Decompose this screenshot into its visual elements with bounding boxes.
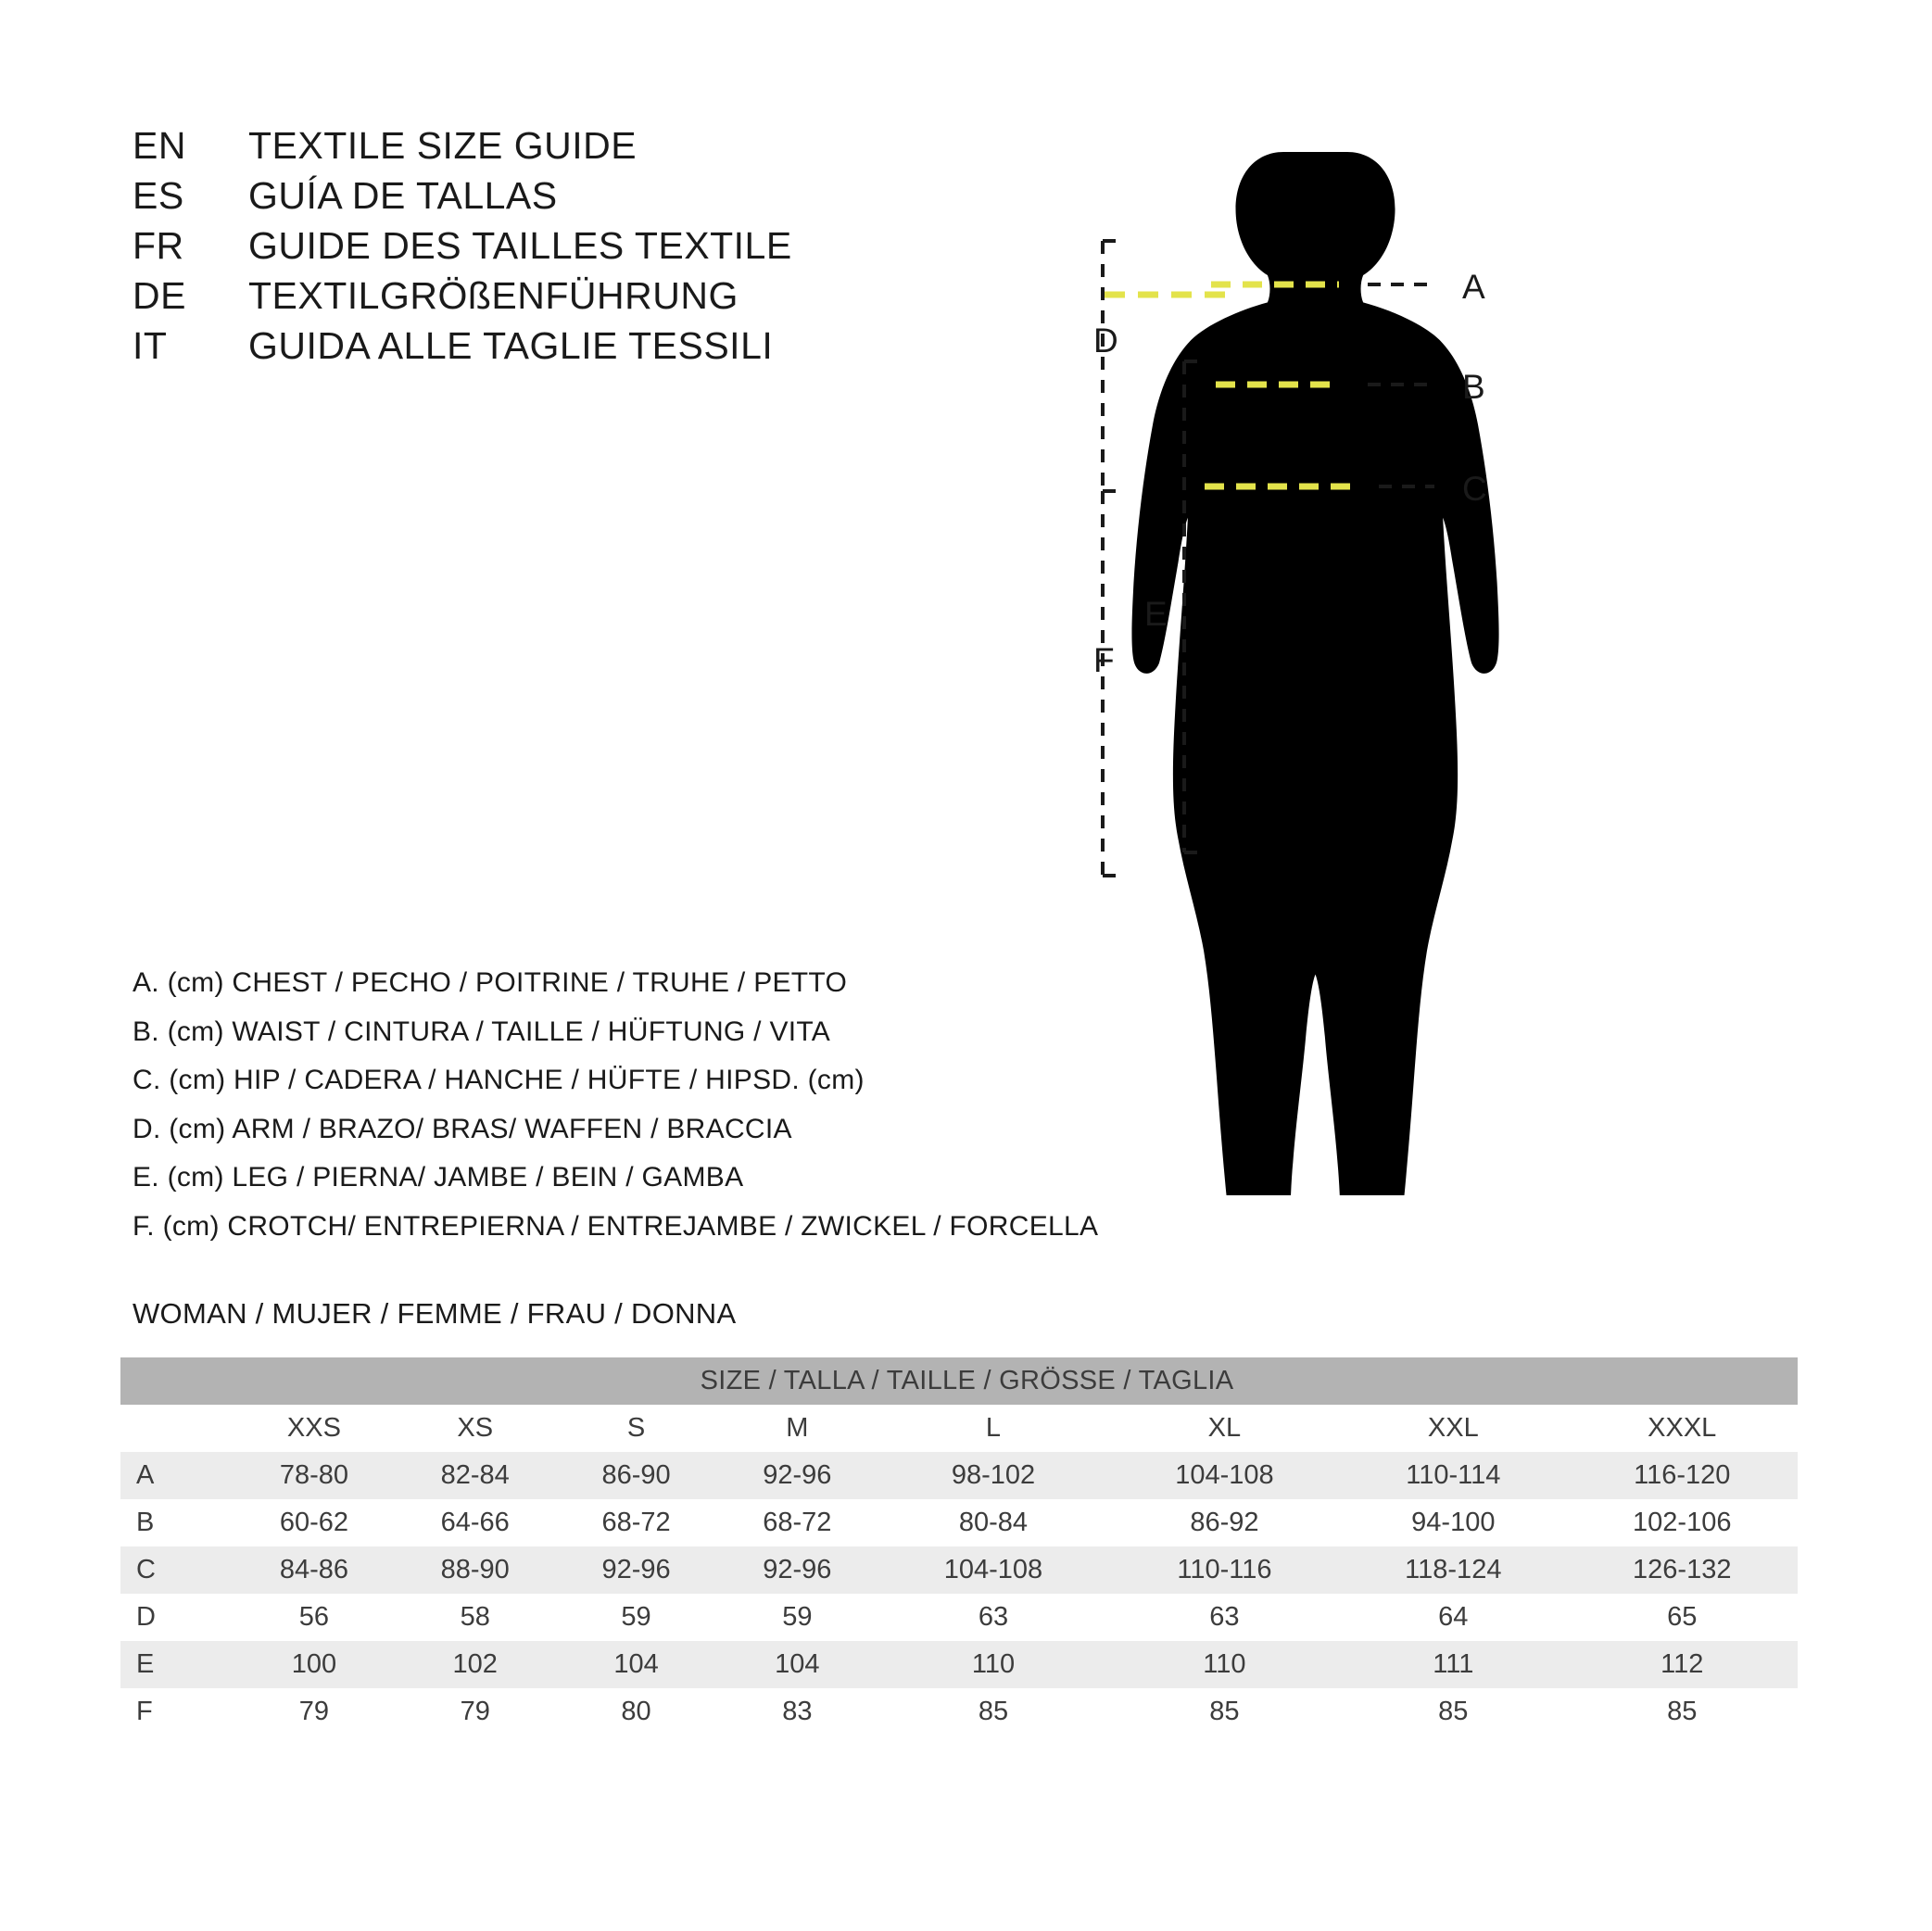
table-cell: 68-72 <box>556 1499 717 1546</box>
language-title: TEXTILE SIZE GUIDE <box>248 124 638 167</box>
table-title: SIZE / TALLA / TAILLE / GRÖSSE / TAGLIA <box>120 1357 1798 1405</box>
table-cell: 94-100 <box>1340 1499 1566 1546</box>
table-cell: 60-62 <box>234 1499 395 1546</box>
table-cell: 59 <box>556 1594 717 1641</box>
language-code: DE <box>133 274 186 317</box>
table-row <box>120 1499 1798 1546</box>
table-cell: 102 <box>395 1641 556 1688</box>
table-cell: 110-116 <box>1109 1546 1340 1594</box>
legend-item: B. (cm) WAIST / CINTURA / TAILLE / HÜFTUNG / VITA <box>133 1016 831 1047</box>
size-table <box>120 1357 1798 1735</box>
table-cell: 110 <box>878 1641 1108 1688</box>
table-cell: 104-108 <box>878 1546 1108 1594</box>
table-row <box>120 1452 1798 1499</box>
language-title: GUÍA DE TALLAS <box>248 174 558 217</box>
row-label: C <box>120 1546 234 1594</box>
table-cell: 118-124 <box>1340 1546 1566 1594</box>
table-cell: 78-80 <box>234 1452 395 1499</box>
table-cell: 85 <box>1340 1688 1566 1735</box>
table-cell: 85 <box>1567 1688 1799 1735</box>
language-code: IT <box>133 324 168 367</box>
row-label: F <box>120 1688 234 1735</box>
table-cell: 102-106 <box>1567 1499 1799 1546</box>
table-cell: 82-84 <box>395 1452 556 1499</box>
column-header: XXS <box>234 1405 395 1452</box>
table-corner-cell <box>120 1405 234 1452</box>
language-row <box>133 321 966 371</box>
column-header: M <box>716 1405 878 1452</box>
table-cell: 64-66 <box>395 1499 556 1546</box>
bracket-d <box>1103 241 1121 491</box>
table-cell: 56 <box>234 1594 395 1641</box>
language-row <box>133 271 966 321</box>
table-header-row <box>120 1405 1798 1452</box>
column-header: XXL <box>1340 1405 1566 1452</box>
table-cell: 104 <box>556 1641 717 1688</box>
language-title: GUIDA ALLE TAGLIE TESSILI <box>248 324 774 367</box>
row-label: A <box>120 1452 234 1499</box>
table-cell: 92-96 <box>556 1546 717 1594</box>
bracket-label-d: D <box>1093 322 1118 360</box>
language-title: TEXTILGRÖßENFÜHRUNG <box>248 274 739 317</box>
column-header: L <box>878 1405 1108 1452</box>
callout-label-c: C <box>1462 470 1487 508</box>
callout-label-b: B <box>1462 368 1485 406</box>
column-header: XXXL <box>1567 1405 1799 1452</box>
table-cell: 88-90 <box>395 1546 556 1594</box>
table-row <box>120 1641 1798 1688</box>
language-code: EN <box>133 124 186 167</box>
table-cell: 65 <box>1567 1594 1799 1641</box>
table-row <box>120 1546 1798 1594</box>
table-cell: 104-108 <box>1109 1452 1340 1499</box>
table-cell: 63 <box>878 1594 1108 1641</box>
table-cell: 110 <box>1109 1641 1340 1688</box>
table-cell: 85 <box>1109 1688 1340 1735</box>
language-row <box>133 120 966 170</box>
row-label: B <box>120 1499 234 1546</box>
bracket-f <box>1103 491 1121 876</box>
table-cell: 104 <box>716 1641 878 1688</box>
legend-item: C. (cm) HIP / CADERA / HANCHE / HÜFTE / HIPSD. (cm) <box>133 1065 865 1095</box>
table-cell: 111 <box>1340 1641 1566 1688</box>
table-cell: 100 <box>234 1641 395 1688</box>
table-cell: 85 <box>878 1688 1108 1735</box>
table-cell: 80 <box>556 1688 717 1735</box>
table-cell: 79 <box>395 1688 556 1735</box>
legend-item: D. (cm) ARM / BRAZO/ BRAS/ WAFFEN / BRACCIA <box>133 1113 792 1144</box>
table-cell: 79 <box>234 1688 395 1735</box>
legend-item: F. (cm) CROTCH/ ENTREPIERNA / ENTREJAMBE / ZWICKEL / FORCELLA <box>133 1210 1099 1242</box>
table-cell: 59 <box>716 1594 878 1641</box>
legend-item: A. (cm) CHEST / PECHO / POITRINE / TRUHE / PETTO <box>133 967 848 998</box>
callout-label-a: A <box>1462 268 1485 306</box>
table-title-row <box>120 1357 1798 1405</box>
table-row <box>120 1594 1798 1641</box>
table-cell: 58 <box>395 1594 556 1641</box>
language-title-block <box>133 120 966 371</box>
table-cell: 84-86 <box>234 1546 395 1594</box>
table-cell: 68-72 <box>716 1499 878 1546</box>
table-cell: 112 <box>1567 1641 1799 1688</box>
table-cell: 126-132 <box>1567 1546 1799 1594</box>
column-header: XS <box>395 1405 556 1452</box>
language-code: FR <box>133 224 184 267</box>
row-label: D <box>120 1594 234 1641</box>
bracket-label-f: F <box>1093 641 1115 679</box>
table-row <box>120 1688 1798 1735</box>
column-header: XL <box>1109 1405 1340 1452</box>
table-cell: 98-102 <box>878 1452 1108 1499</box>
group-label: WOMAN / MUJER / FEMME / FRAU / DONNA <box>133 1297 737 1330</box>
table-cell: 64 <box>1340 1594 1566 1641</box>
table-cell: 83 <box>716 1688 878 1735</box>
table-cell: 92-96 <box>716 1546 878 1594</box>
table-cell: 110-114 <box>1340 1452 1566 1499</box>
legend-item: E. (cm) LEG / PIERNA/ JAMBE / BEIN / GAMBA <box>133 1162 744 1193</box>
language-title: GUIDE DES TAILLES TEXTILE <box>248 224 792 267</box>
column-header: S <box>556 1405 717 1452</box>
bracket-label-e: E <box>1144 595 1168 633</box>
table-cell: 86-90 <box>556 1452 717 1499</box>
table-cell: 80-84 <box>878 1499 1108 1546</box>
language-row <box>133 170 966 221</box>
row-label: E <box>120 1641 234 1688</box>
language-row <box>133 221 966 271</box>
table-cell: 86-92 <box>1109 1499 1340 1546</box>
table-cell: 63 <box>1109 1594 1340 1641</box>
table-cell: 116-120 <box>1567 1452 1799 1499</box>
table-cell: 92-96 <box>716 1452 878 1499</box>
legend-block <box>133 959 1226 1251</box>
language-code: ES <box>133 174 184 217</box>
